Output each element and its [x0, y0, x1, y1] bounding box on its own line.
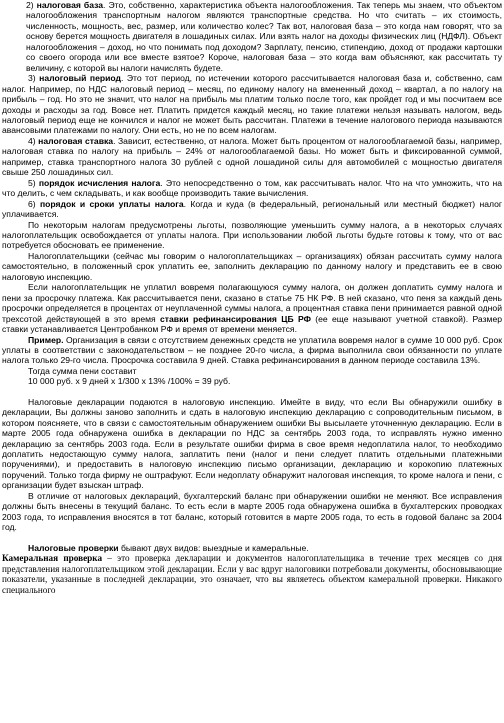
- paragraph-tax-rate: [0, 136, 504, 178]
- term-refinancing-rate: ставки рефинансирования ЦБ РФ: [160, 313, 311, 324]
- paragraph-text: Если налогоплательщик не уплатил вовремя полагающуюся сумму налога, он должен доплатить сумму налога и пени за просрочку платежа. Как рассчитывается пени, сказано в статье 75 НК РФ. В ней сказано, что пеня за каждый день просрочки определяется в процентах от неуплаченной суммы налога, а процентная ставка пени принимается равной одной трехсотой действующей в это время: [2, 282, 502, 324]
- paragraph-tax-period: [0, 73, 504, 136]
- item-number: 6): [28, 198, 40, 209]
- paragraph-payment-terms: [0, 199, 504, 220]
- term-calculation-order: порядок исчисления налога: [38, 177, 161, 188]
- term-payment-terms: порядок и сроки уплаты налога: [39, 198, 184, 209]
- term-tax-base: налоговая база: [36, 0, 104, 10]
- paragraph-desk-audit: [0, 553, 504, 595]
- paragraph-tax-audits: [0, 543, 504, 553]
- term-tax-audits: Налоговые проверки: [28, 542, 119, 553]
- paragraph-penalty: [0, 282, 504, 334]
- term-desk-audit: Камеральная проверка: [2, 553, 103, 564]
- paragraph-text: – это проверка декларации и документов налогоплательщика в течение трех месяцев со дня представления налогоплательщиком этой декларации. Если у вас вдруг налоговики потребовали документы, обосновывающие показатели, указанные в последней декларации, это означает, что вы являетесь объектом камеральной проверки. Никакого специального: [2, 553, 502, 595]
- paragraph-taxpayer-duties: Налогоплательщики (сейчас мы говорим о налогоплательщиках – организациях) обязан рассчитать сумму налога самостоятельно, в положенный срок уплатить ее, заполнить декларацию по данному налогу и представить ее в свою налоговую инспекцию.: [2, 250, 502, 282]
- paragraph-balance: В отличие от налоговых деклараций, бухгалтерский баланс при обнаружении ошибки не меняют. Все исправления должны быть внесены в текущий баланс. То есть если в марте 2005 года обнаружена ошибка в бухгалтерских проводках 2003 года, то исправления вносятся в тот баланс, который готовится в марте 2005 года, то есть в годовой баланс за 2004 год.: [2, 490, 502, 533]
- paragraph-declarations: Налоговые декларации подаются в налоговую инспекцию. Имейте в виду, что если Вы обнаружили ошибку в декларации, Вы должны заново заполнить и сдать в налоговую инспекцию декларацию с сопроводительным письмом, в котором поясняете, что в связи с самостоятельным обнаружением ошибки Вы высылаете уточненную декларацию. Если в марте 2005 года обнаружена ошибка в декларации по НДС за сентябрь 2003 года, то исправлять нужно именно декларацию за сентябрь 2003 года. Если в результате ошибки фирма в свое время недоплатила налог, то необходимо доплатить недостающую сумму налога, заплатить пени (налог и пени следует платить отдельными платежными поручениями), и предоставить в налоговую инспекцию письмо организации, декларацию и корокопию платежных поручений. Только тогда фирму не оштрафуют. Если недоплату обнаружит налоговая инспекция, то кроме налога и пени, с организации будет взыскан штраф.: [2, 396, 502, 491]
- paragraph-text: (ее еще называют учетной ставкой). Размер ставки устанавливается Центробанком РФ и время от времени меняется.: [2, 313, 503, 335]
- item-number: 5): [28, 177, 39, 188]
- spacer: [0, 533, 504, 543]
- paragraph-text: . Это непосредственно о том, как рассчитывать налог. Что на что умножить, что на что делить, с чем складывать, и как вообще производить такие вычисления.: [2, 177, 502, 199]
- penalty-formula: 10 000 руб. х 9 дней х 1/300 х 13% /100% = 39 руб.: [28, 376, 231, 387]
- example-label: Пример.: [28, 334, 64, 345]
- paragraph-text: . Когда и куда (в федеральный, региональный или местный бюджет) налог уплачивается.: [2, 198, 502, 220]
- paragraph-text: бывают двух видов: выездные и камеральные.: [118, 542, 309, 553]
- paragraph-text: . Это тот период, по истечении которого рассчитывается налоговая база и, собственно, сам налог. Например, по НДС налоговый период – месяц, по единому налогу на вмененный доход – квартал, а по налогу на прибыль – год. Но это не значит, что налог на прибыль мы платим только после того, как пройдет год и мы посчитаем все доходы и расходы за год. Вовсе нет. Платить придется каждый месяц, но такие платежи нельзя называть налогом, ведь налоговый период еще не кончился и налог не может быть рассчитан. Платежи в течение налогового периода называются авансовыми платежами по налогу. Они есть, но не по всем налогам.: [2, 73, 503, 136]
- paragraph-penalty-sum-intro: Тогда сумма пени составит: [28, 365, 137, 376]
- paragraph-text: . Зависит, естественно, от налога. Может быть процентом от налогооблагаемой базы, например, налоговая ставка по налогу на прибыль – 24% от налогооблагаемой базы. Но может быть и фиксированной суммой, например, ставка транспортного налога 30 рублей с одной лошадиной силы для автомобилей с мощностью двигателя свыше 250 лошадиных сил.: [2, 135, 502, 178]
- paragraph-example: [0, 335, 504, 366]
- item-number: 2): [26, 0, 37, 10]
- paragraph-text: Организация в связи с отсутствием денежных средств не уплатила вовремя налог в сумме 10 000 руб. Срок уплаты в соответствии с законодательством – не позднее 20-го числа, а фирма выполнила свои обязанности по уплате налога только 29-го числа. Просрочка составила 9 дней. Ставка рефинансирования в данном периоде составила 13%.: [2, 334, 502, 366]
- term-tax-rate: налоговая ставка: [38, 135, 114, 146]
- term-tax-period: налоговый период: [39, 73, 121, 84]
- item-number: 4): [28, 135, 39, 146]
- paragraph-text: . Это, собственно, характеристика объекта налогообложения. Так теперь мы знаем, что объектом налогообложения транспортным налогом являются транспортные средства. Но что считать – их стоимость, численность, мощность, вес, размер, или количество колес? Так вот, налоговая база – это когда нам говорят, что за основу берется мощность двигателя в лошадиных силах. Или взять налог на доходы физических лиц (НДФЛ). Объект налогообложения – доход, но что понимать под доходом? Зарплату, пенсию, стипендию, доход от продажи картошки со своего огорода или все вместе взятое? Короче, налоговая база – это когда вам объясняют, как рассчитать ту величину, с которой вы налоги начислять будете.: [26, 0, 503, 73]
- paragraph-calculation-order: [0, 178, 504, 199]
- spacer: [0, 387, 504, 397]
- paragraph-tax-base: [0, 0, 504, 73]
- item-number: 3): [28, 73, 40, 84]
- paragraph-benefits: По некоторым налогам предусмотрены льготы, позволяющие уменьшить сумму налога, а в некоторых случаях налогоплательщик освобождается от уплаты налога. При использовании любой льготы будьте готовы к тому, что от вас потребуется обосновать ее применение.: [2, 219, 502, 251]
